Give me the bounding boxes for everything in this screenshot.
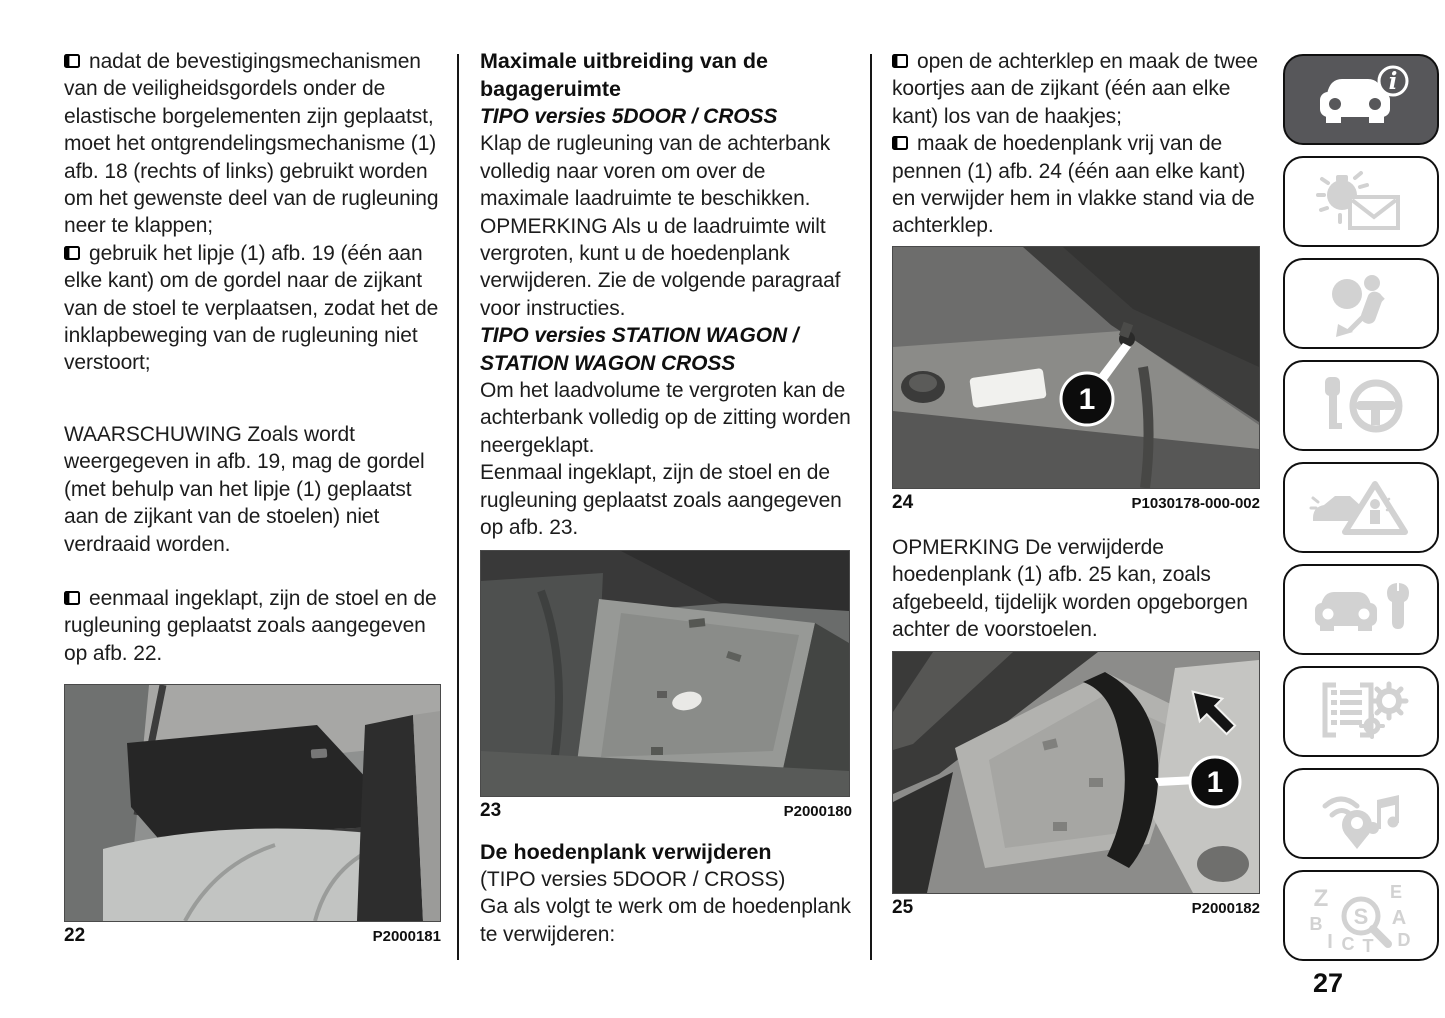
note-paragraph: OPMERKING De verwijderde hoedenplank (1) afb. 25 kan, zoals afgebeeld, tijdelijk worden opgeborgen achter de voorstoelen. <box>892 535 1248 642</box>
svg-text:S: S <box>1353 903 1369 929</box>
svg-text:C: C <box>1341 933 1355 954</box>
bullet-paragraph <box>64 585 441 667</box>
alphabetical-index-icon <box>1306 878 1416 954</box>
section-heading: De hoedenplank verwijderen <box>480 839 772 864</box>
figure-number: 22 <box>64 925 86 947</box>
body-paragraph: Ga als volgt te werk om de hoedenplank te verwijderen: <box>480 895 851 946</box>
svg-text:i: i <box>1388 67 1398 95</box>
chapter-tab-rail <box>1283 54 1439 972</box>
subsection-heading: TIPO versies 5DOOR / CROSS <box>480 105 778 128</box>
callout-1-label: 1 <box>1206 766 1224 800</box>
square-bullet-icon <box>64 246 80 260</box>
sidebar-tab-emergency[interactable] <box>1283 462 1439 553</box>
column-left <box>64 48 441 947</box>
figure-23 <box>480 550 852 822</box>
sidebar-tab-safety[interactable] <box>1283 258 1439 349</box>
body-paragraph: Eenmaal ingeklapt, zijn de stoel en de rugleuning geplaatst zoals aangegeven op afb. 23. <box>480 461 842 540</box>
car-maintenance-wrench-icon <box>1309 574 1413 646</box>
multimedia-navigation-icon <box>1309 778 1413 850</box>
svg-text:I: I <box>1327 930 1333 953</box>
photo-seatback-fully-folded <box>480 550 850 797</box>
square-bullet-icon <box>64 591 80 605</box>
sidebar-tab-servicing[interactable] <box>1283 564 1439 655</box>
figure-number: 25 <box>892 897 914 919</box>
bullet-text: gebruik het lipje (1) afb. 19 (één aan elke kant) om de gordel naar de zijkant van de stoel te verplaatsen, zodat het de inklapbeweging van de rugleuning niet verstoort; <box>64 241 439 375</box>
column-middle <box>480 48 852 948</box>
square-bullet-icon <box>64 54 80 68</box>
figure-25 <box>892 651 1260 919</box>
body-paragraph: Om het laadvolume te vergroten kan de achterbank volledig op de zitting worden neergeklapt. <box>480 379 851 457</box>
section-heading: Maximale uitbreiding van de bagageruimte <box>480 49 768 101</box>
page-number: 27 <box>1313 968 1344 998</box>
warning-lights-messages-icon <box>1309 166 1413 238</box>
svg-text:D: D <box>1397 929 1411 950</box>
sidebar-tab-vehicle-info[interactable] <box>1283 54 1439 145</box>
note-paragraph: OPMERKING Als u de laadruimte wilt vergroten, kunt u de hoedenplank verwijderen. Zie de volgende paragraaf voor instructies. <box>480 214 841 320</box>
bullet-paragraph <box>64 240 441 377</box>
column-divider <box>457 54 459 960</box>
key-steering-wheel-icon <box>1309 370 1413 442</box>
figure-code: P2000182 <box>1191 900 1260 918</box>
body-paragraph: (TIPO versies 5DOOR / CROSS) <box>480 868 786 891</box>
square-bullet-icon <box>892 136 908 150</box>
square-bullet-icon <box>892 54 908 68</box>
figure-code: P2000180 <box>783 802 852 820</box>
warning-paragraph: WAARSCHUWING Zoals wordt weergegeven in afb. 19, mag de gordel (met behulp van het lipje (1) geplaatst aan de zijkant van de stoelen) niet verdraaid worden. <box>64 422 425 556</box>
bullet-paragraph <box>64 48 441 240</box>
bullet-text: open de achterklep en maak de twee koortjes aan de zijkant (één aan elke kant) los van de haakjes; <box>892 50 1258 128</box>
car-info-icon <box>1309 64 1413 136</box>
subsection-heading: TIPO versies STATION WAGON / STATION WAGON CROSS <box>480 324 799 375</box>
bullet-paragraph <box>892 48 1260 130</box>
bullet-text: eenmaal ingeklapt, zijn de stoel en de rugleuning geplaatst zoals aangegeven op afb. 22. <box>64 586 437 665</box>
svg-text:T: T <box>1362 935 1374 954</box>
bullet-text: maak de hoedenplank vrij van de pennen (1) afb. 24 (één aan elke kant) en verwijder hem in vlakke stand via de achterklep. <box>892 132 1255 238</box>
column-divider <box>870 54 872 960</box>
sidebar-tab-technical-data[interactable] <box>1283 666 1439 757</box>
sidebar-tab-starting-driving[interactable] <box>1283 360 1439 451</box>
svg-text:E: E <box>1389 881 1403 902</box>
figure-22 <box>64 684 441 947</box>
sidebar-tab-index[interactable] <box>1283 870 1439 961</box>
figure-number: 24 <box>892 491 914 513</box>
column-right <box>892 48 1260 919</box>
callout-1-label: 1 <box>1078 382 1096 416</box>
photo-parcel-shelf-pin <box>892 246 1260 489</box>
svg-text:A: A <box>1391 906 1407 929</box>
sidebar-tab-warning-lights[interactable] <box>1283 156 1439 247</box>
svg-text:B: B <box>1309 913 1323 934</box>
technical-data-gears-icon <box>1309 676 1413 748</box>
emergency-triangle-icon <box>1309 472 1413 544</box>
figure-code: P2000181 <box>372 928 441 946</box>
bullet-paragraph <box>892 130 1260 240</box>
svg-text:Z: Z <box>1313 884 1329 912</box>
sidebar-tab-multimedia[interactable] <box>1283 768 1439 859</box>
figure-code: P1030178-000-002 <box>1131 494 1260 512</box>
figure-24 <box>892 246 1260 514</box>
photo-shelf-stored-behind-seats <box>892 651 1260 894</box>
bullet-text: nadat de bevestigingsmechanismen van de veiligheidsgordels onder de elastische borgelementen zijn geplaatst, moet het ontgrendelingsmechanisme (1) afb. 18 (rechts of links) gebruikt worden om het gewenste deel van de rugleuning neer te klappen; <box>64 50 439 238</box>
figure-number: 23 <box>480 799 502 821</box>
body-paragraph: Klap de rugleuning van de achterbank volledig naar voren om over de maximale laadruimte te beschikken. <box>480 132 831 211</box>
photo-folded-rear-seat <box>64 684 441 922</box>
airbag-safety-icon <box>1309 268 1413 340</box>
